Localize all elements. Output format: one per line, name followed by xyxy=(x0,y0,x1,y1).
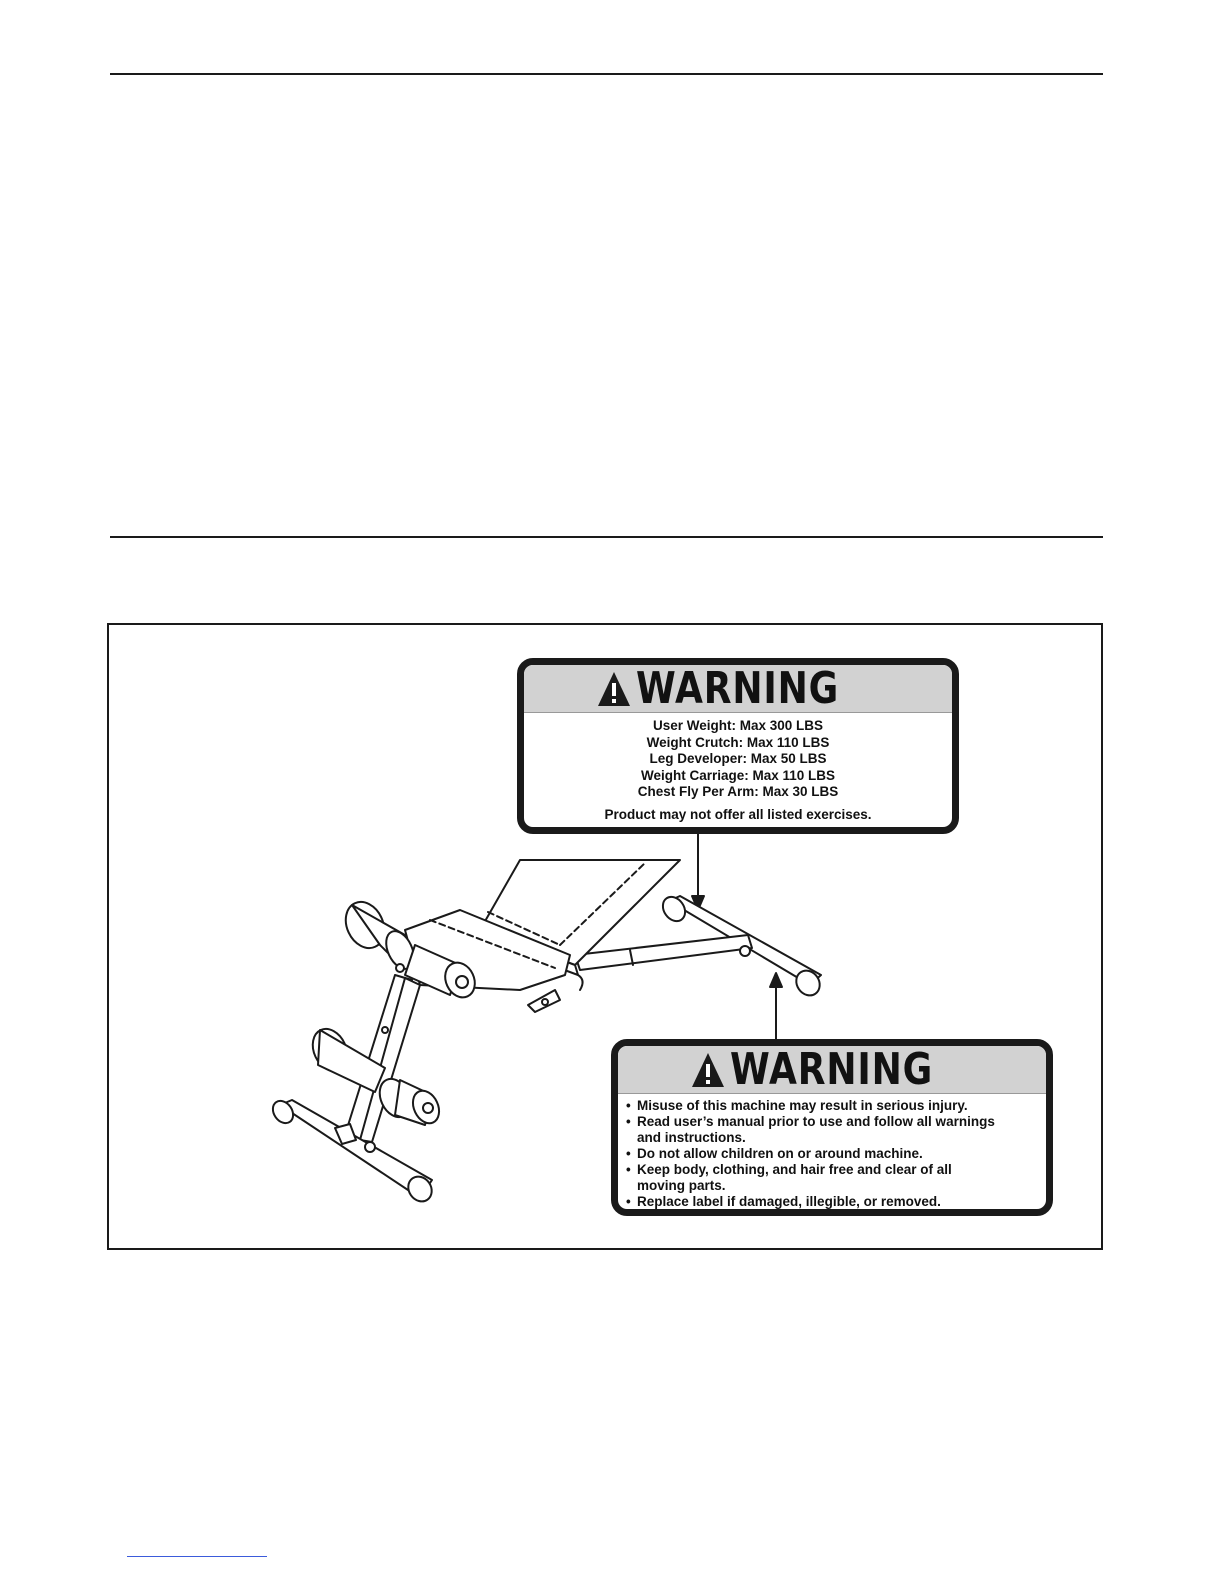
limit-line: Weight Crutch: Max 110 LBS xyxy=(646,734,830,750)
weight-limits-warning-label xyxy=(517,658,959,834)
safety-bullet: • Read user’s manual prior to use and follow all warnings xyxy=(626,1114,1046,1130)
safety-bullet: • Misuse of this machine may result in serious injury. xyxy=(626,1098,1046,1114)
warning-triangle-icon xyxy=(690,1051,726,1089)
limit-line: Chest Fly Per Arm: Max 30 LBS xyxy=(637,784,839,800)
weight-limits-list xyxy=(524,713,952,801)
footer-link-underline[interactable] xyxy=(127,1556,267,1557)
warning-triangle-icon xyxy=(596,670,632,708)
limit-line: Weight Carriage: Max 110 LBS xyxy=(640,767,836,783)
safety-bullet-continued: moving parts. xyxy=(637,1178,726,1193)
safety-bullet-continued: and instructions. xyxy=(637,1130,746,1145)
limit-line: User Weight: Max 300 LBS xyxy=(652,718,824,733)
safety-bullets xyxy=(618,1094,1046,1210)
safety-warning-label xyxy=(611,1039,1053,1216)
warning-header xyxy=(618,1046,1046,1094)
limit-line: Leg Developer: Max 50 LBS xyxy=(649,751,827,767)
limits-footnote: Product may not offer all listed exercises. xyxy=(604,806,872,822)
warning-heading: WARNING xyxy=(635,663,839,714)
safety-bullet: • Replace label if damaged, illegible, or removed. xyxy=(626,1194,1046,1210)
warning-heading: WARNING xyxy=(729,1044,933,1095)
safety-bullet: • Do not allow children on or around machine. xyxy=(626,1146,1046,1162)
warning-header xyxy=(524,665,952,713)
safety-bullet: • Keep body, clothing, and hair free and clear of all xyxy=(626,1162,1046,1178)
